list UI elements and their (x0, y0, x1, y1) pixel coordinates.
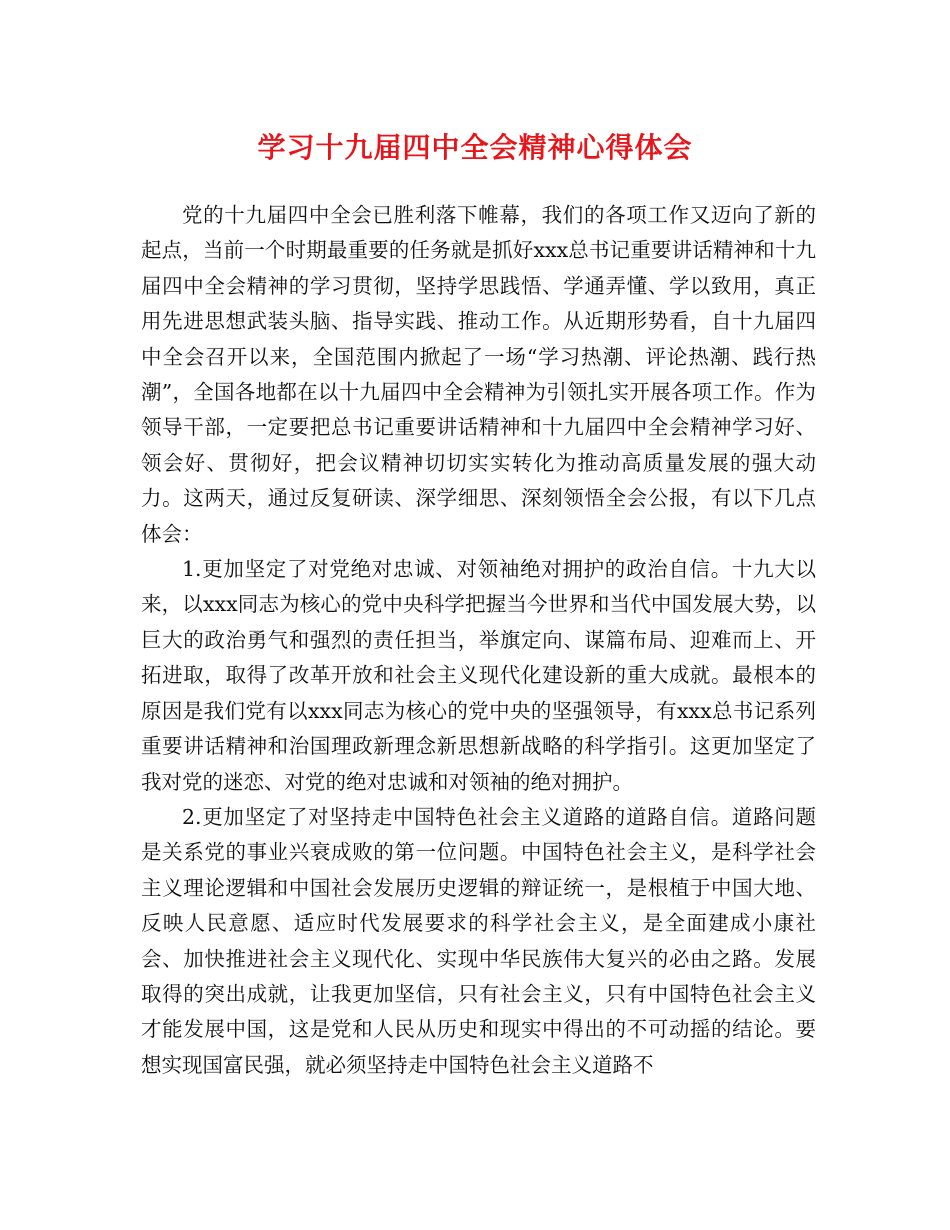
point-two-paragraph: 2.更加坚定了对坚持走中国特色社会主义道路的道路自信。道路问题是关系党的事业兴衰成败的第一位问题。中国特色社会主义，是科学社会主义理论逻辑和中国社会发展历史逻辑的辩证统一，是根植于中国大地、反映人民意愿、适应时代发展要求的科学社会主义，是全面建成小康社会、加快推进社会主义现代化、实现中华民族伟大复兴的必由之路。发展取得的突出成就，让我更加坚信，只有社会主义，只有中国特色社会主义才能发展中国，这是党和人民从历史和现实中得出的不可动摇的结论。要想实现国富民强，就必须坚持走中国特色社会主义道路不 (141, 804, 816, 1077)
intro-paragraph: 党的十九届四中全会已胜利落下帷幕，我们的各项工作又迈向了新的起点，当前一个时期最重要的任务就是抓好xxx总书记重要讲话精神和十九届四中全会精神的学习贯彻，坚持学思践悟、学通弄懂、学以致用，真正用先进思想武装头脑、指导实践、推动工作。从近期形势看，自十九届四中全会召开以来，全国范围内掀起了一场“学习热潮、评论热潮、践行热潮”，全国各地都在以十九届四中全会精神为引领扎实开展各项工作。作为领导干部，一定要把总书记重要讲话精神和十九届四中全会精神学习好、领会好、贯彻好，把会议精神切切实实转化为推动高质量发展的强大动力。这两天，通过反复研读、深学细思、深刻领悟全会公报，有以下几点体会： (141, 203, 816, 546)
document-title: 学习十九届四中全会精神心得体会 (257, 131, 693, 164)
document-body (141, 198, 816, 1083)
point-one-paragraph: 1.更加坚定了对党绝对忠诚、对领袖绝对拥护的政治自信。十九大以来，以xxx同志为核心的党中央科学把握当今世界和当代中国发展大势，以巨大的政治勇气和强烈的责任担当，举旗定向、谋篇布局、迎难而上、开拓进取，取得了改革开放和社会主义现代化建设新的重大成就。最根本的原因是我们党有以xxx同志为核心的党中央的坚强领导，有xxx总书记系列重要讲话精神和治国理政新理念新思想新战略的科学指引。这更加坚定了我对党的迷恋、对党的绝对忠诚和对领袖的绝对拥护。 (141, 557, 816, 794)
